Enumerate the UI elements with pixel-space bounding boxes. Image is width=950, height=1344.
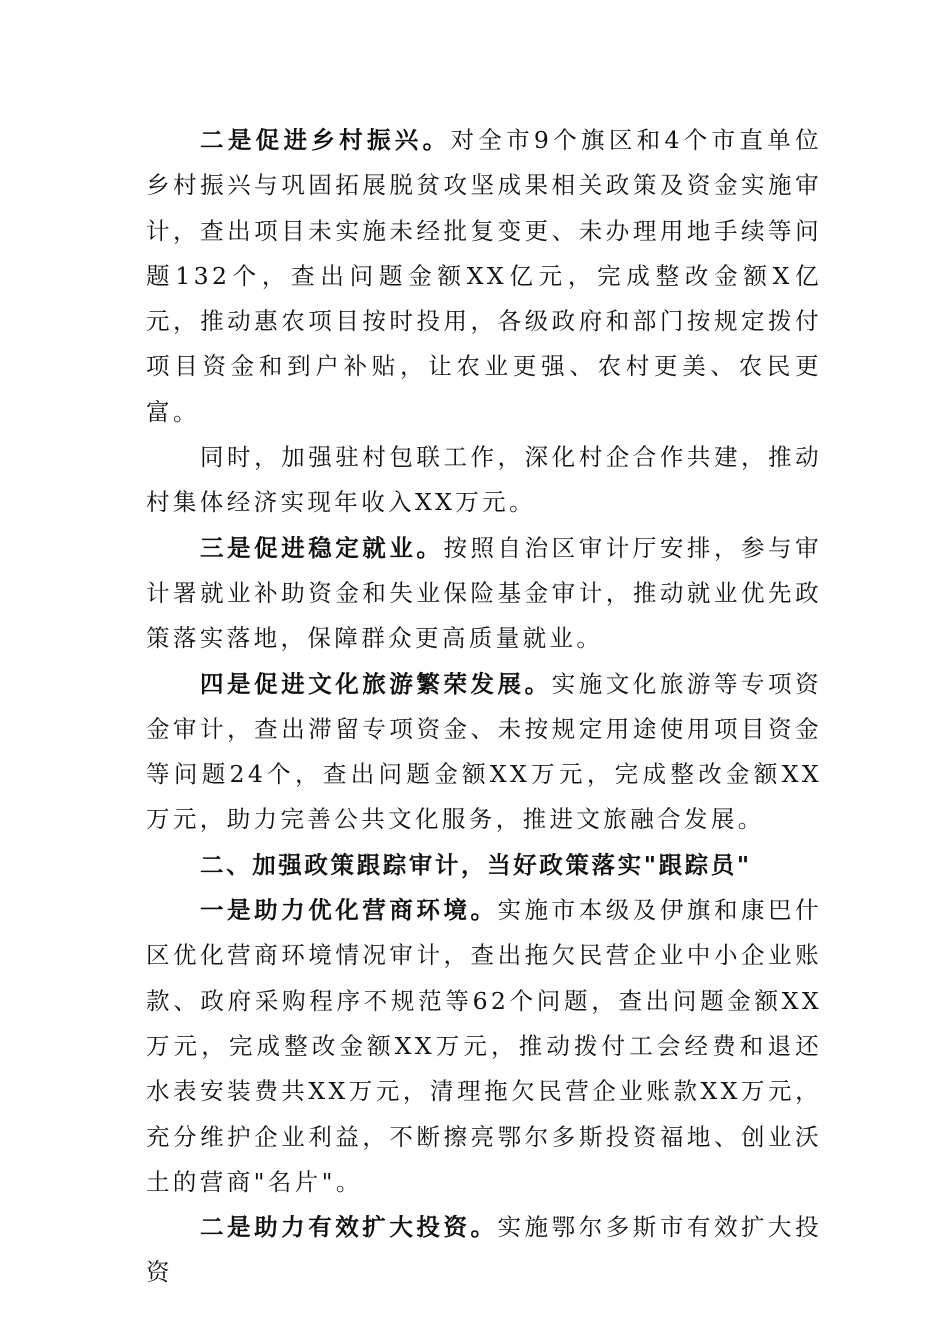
paragraph-text: 按照自治区审计厅安排，参与审计署就业补助资金和失业保险基金审计，推动就业优先政策落实落地，保障群众更高质量就业。 (146, 533, 822, 653)
paragraph-lead: 三是促进稳定就业。 (200, 533, 444, 562)
paragraph-lead: 四是促进文化旅游繁荣发展。 (200, 669, 552, 698)
paragraph-village-partnership (146, 435, 822, 526)
paragraph-text: 同时，加强驻村包联工作，深化村企合作共建，推动村集体经济实现年收入XX万元。 (146, 443, 822, 517)
paragraph-text: 实施文化旅游等专项资金审计，查出滞留专项资金、未按规定用途使用项目资金等问题24个，查出问题金额XX万元，完成整改金额XX万元，助力完善公共文化服务，推进文旅融合发展。 (146, 669, 823, 834)
document-body (146, 118, 822, 1296)
paragraph-text: 对全市9个旗区和4个市直单位乡村振兴与巩固拓展脱贫攻坚成果相关政策及资金实施审计，查出项目未实施未经批复变更、未办理用地手续等问题132个，查出问题金额XX亿元，完成整改金额X亿元，推动惠农项目按时投用，各级政府和部门按规定拨付项目资金和到户补贴，让农业更强、农村更美、农民更富。 (146, 126, 822, 426)
paragraph-culture-tourism (146, 662, 822, 843)
paragraph-business-environment (146, 888, 822, 1205)
paragraph-lead: 二是促进乡村振兴。 (200, 126, 451, 154)
paragraph-text: 实施市本级及伊旗和康巴什区优化营商环境情况审计，查出拖欠民营企业中小企业账款、政府采购程序不规范等62个问题，查出问题金额XX万元，完成整改金额XX万元，推动拨付工会经费和退还水表安装费共XX万元，清理拖欠民营企业账款XX万元，充分维护企业利益，不断擦亮鄂尔多斯投资福地、创业沃土的营商"名片"。 (146, 896, 822, 1196)
paragraph-expand-investment (146, 1205, 822, 1296)
paragraph-rural-revitalization (146, 118, 822, 435)
paragraph-text: 实施鄂尔多斯市有效扩大投资 (146, 1213, 822, 1287)
paragraph-lead: 一是助力优化营商环境。 (200, 896, 498, 925)
section-heading: 二、加强政策跟踪审计，当好政策落实"跟踪员" (200, 850, 752, 879)
paragraph-lead: 二是助力有效扩大投资。 (200, 1213, 498, 1242)
paragraph-stable-employment (146, 526, 822, 662)
